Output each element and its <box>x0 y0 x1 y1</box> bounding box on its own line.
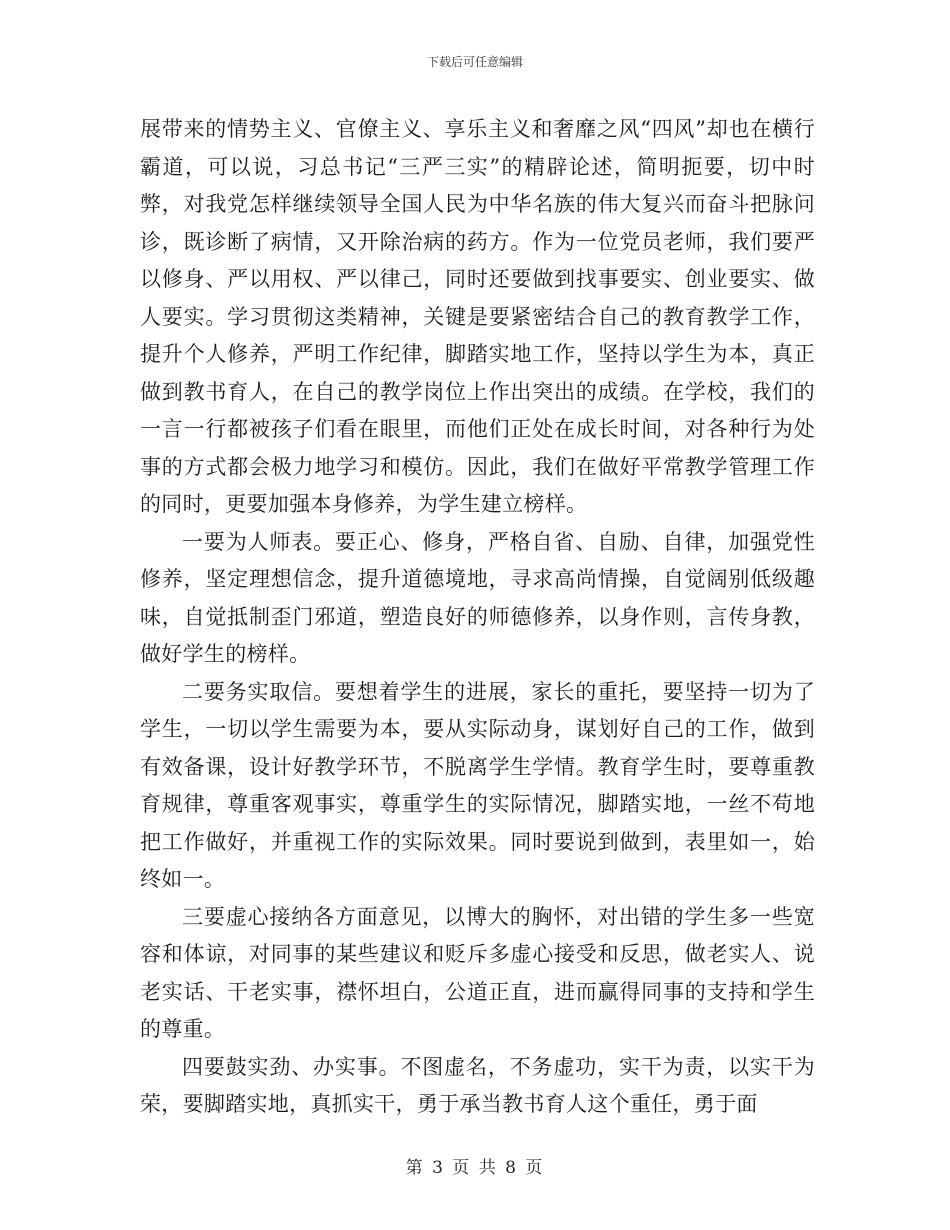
paragraph-point-2: 二要务实取信。要想着学生的进展，家长的重托，要坚持一切为了学生，一切以学生需要为本，要从实际动身，谋划好自己的工作，做到有效备课，设计好教学环节，不脱离学生学情。教育学生时，要尊重教育规律，尊重客观事实，尊重学生的实际情况，脚踏实地，一丝不苟地把工作做好，并重视工作的实际效果。同时要说到做到，表里如一，始终如一。 <box>140 679 815 891</box>
paragraph-point-4: 四要鼓实劲、办实事。不图虚名，不务虚功，实干为责，以实干为荣，要脚踏实地，真抓实干，勇于承当教书育人这个重任，勇于面 <box>140 1054 815 1116</box>
page-header: 下载后可任意编辑 <box>426 55 523 69</box>
document-body <box>140 111 815 1124</box>
paragraph-point-3: 三要虚心接纳各方面意见，以博大的胸怀，对出错的学生多一些宽容和体谅，对同事的某些建议和贬斥多虚心接受和反思，做老实人、说老实话、干老实事，襟怀坦白，公道正直，进而赢得同事的支持和学生的尊重。 <box>140 904 815 1041</box>
paragraph-intro: 展带来的情势主义、官僚主义、享乐主义和奢靡之风“四风”却也在横行霸道，可以说，习总书记“三严三实”的精辟论述，简明扼要，切中时弊，对我党怎样继续领导全国人民为中华名族的伟大复兴而奋斗把脉问诊，既诊断了病情，又开除治病的药方。作为一位党员老师，我们要严以修身、严以用权、严以律己，同时还要做到找事要实、创业要实、做人要实。学习贯彻这类精神，关键是要紧密结合自己的教育教学工作，提升个人修养，严明工作纪律，脚踏实地工作，坚持以学生为本，真正做到教书育人，在自己的教学岗位上作出突出的成绩。在学校，我们的一言一行都被孩子们看在眼里，而他们正处在成长时间，对各种行为处事的方式都会极力地学习和模仿。因此，我们在做好平常教学管理工作的同时，更要加强本身修养，为学生建立榜样。 <box>140 117 815 516</box>
page-number: 第 3 页 共 8 页 <box>405 1158 545 1178</box>
paragraph-point-1: 一要为人师表。要正心、修身，严格自省、自励、自律，加强党性修养，坚定理想信念，提升道德境地，寻求高尚情操，自觉阔别低级趣味，自觉抵制歪门邪道，塑造良好的师德修养，以身作则，言传身教，做好学生的榜样。 <box>140 529 815 666</box>
